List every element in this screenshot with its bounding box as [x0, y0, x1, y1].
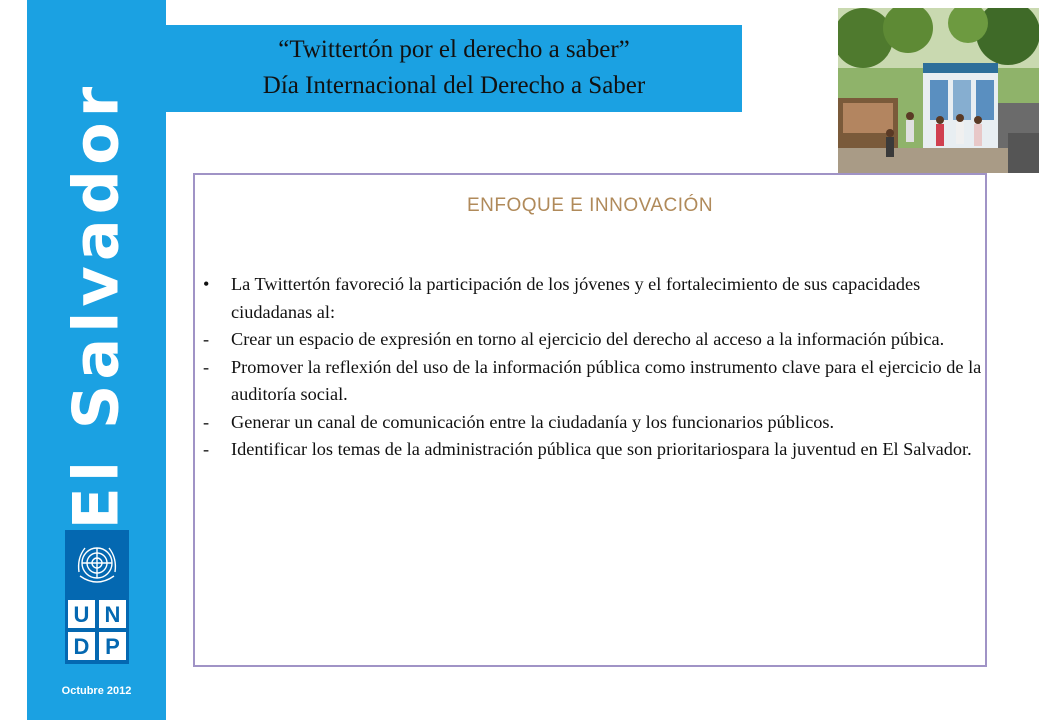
header-title: “Twittertón por el derecho a saber” [278, 36, 630, 63]
logo-letter-p: P [105, 634, 120, 659]
undp-logo [65, 530, 129, 664]
date-label: Octubre 2012 [61, 685, 132, 697]
list-item [203, 354, 983, 409]
list-item-text: Promover la reflexión del uso de la información pública como instrumento clave para el ejercicio de la auditoría social. [231, 356, 982, 404]
bullet-marker: • [203, 274, 210, 294]
header-subtitle: Día Internacional del Derecho a Saber [262, 72, 646, 99]
dash-marker: - [203, 329, 210, 349]
event-photo [838, 8, 1039, 173]
dash-marker: - [203, 411, 210, 432]
dash-marker: - [203, 356, 210, 377]
sidebar [27, 0, 166, 720]
content-box [193, 173, 987, 667]
list-item [203, 436, 983, 464]
header-banner [166, 25, 742, 112]
list-item [203, 326, 983, 354]
list-item [203, 409, 983, 437]
dash-marker: - [203, 439, 210, 459]
list-item-text: La Twittertón favoreció la participación de los jóvenes y el fortalecimiento de sus capacidades ciudadanas al: [231, 274, 921, 322]
logo-letter-u: U [73, 602, 90, 627]
list-item-text: Generar un canal de comunicación entre la ciudadanía y los funcionarios públicos. [231, 411, 835, 432]
list-item-text: Identificar los temas de la administración pública que son prioritariospara la juventud en El Salvador. [231, 439, 972, 459]
list-item [203, 271, 983, 326]
country-label: El Salvador [59, 81, 133, 530]
content-list [203, 271, 983, 464]
logo-letter-d: D [73, 634, 90, 659]
logo-letter-n: N [104, 602, 121, 627]
un-emblem-icon [79, 548, 116, 582]
list-item-text: Crear un espacio de expresión en torno al ejercicio del derecho al acceso a la información púbica. [231, 329, 945, 349]
section-title: ENFOQUE E INNOVACIÓN [466, 195, 714, 216]
